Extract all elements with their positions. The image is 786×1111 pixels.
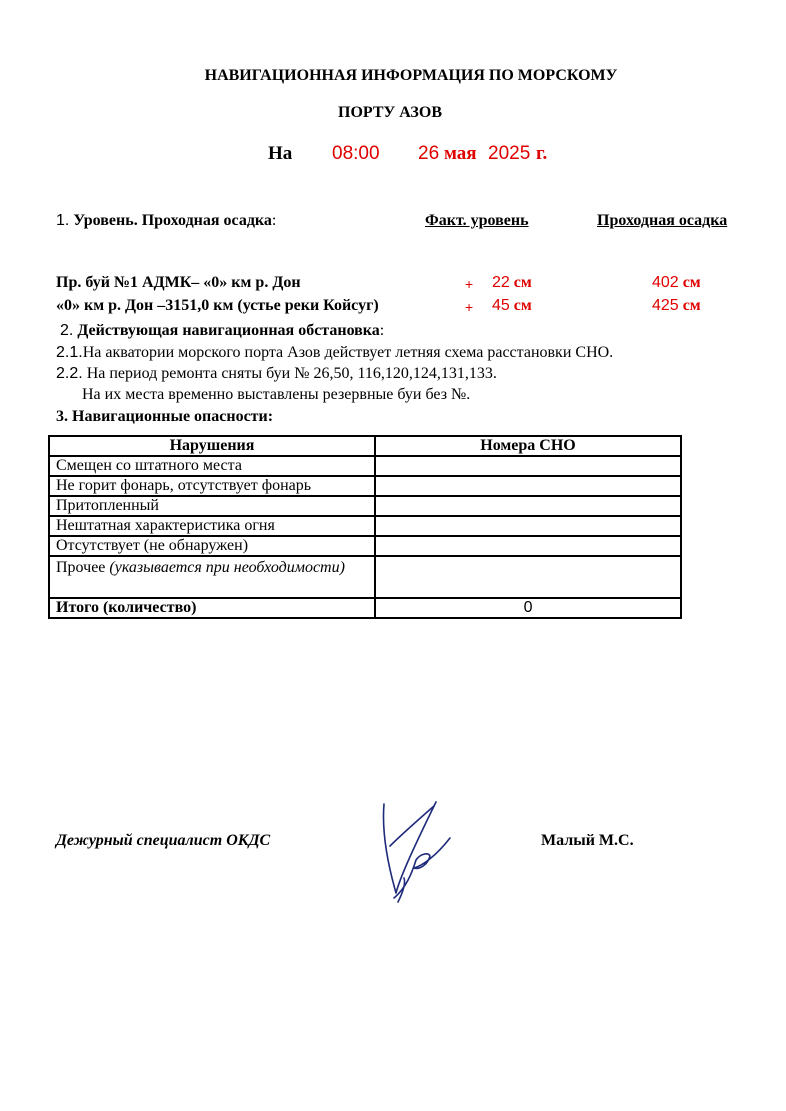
- section1-title: Уровень. Проходная осадка: [73, 212, 272, 229]
- section2-title: Действующая навигационная обстановка: [77, 322, 380, 339]
- item-number: 2.2.: [56, 365, 83, 382]
- total-label: Итого (количество): [49, 598, 375, 618]
- row-value: [375, 536, 681, 556]
- row-value: [375, 476, 681, 496]
- level-row-draft: [652, 274, 701, 292]
- section2-colon: :: [379, 322, 385, 339]
- level-unit: см: [513, 274, 532, 291]
- row-value: [375, 496, 681, 516]
- report-month: мая: [444, 143, 477, 164]
- draft-unit: см: [682, 274, 701, 291]
- table-row: [49, 496, 681, 516]
- section1-colon: :: [271, 212, 277, 229]
- row-label: Смещен со штатного места: [49, 456, 375, 476]
- row-label: [49, 556, 375, 598]
- signatory-position: Дежурный специалист ОКДС: [56, 832, 271, 849]
- table-row: [49, 456, 681, 476]
- report-year-suffix: г.: [536, 143, 548, 164]
- date-prefix: На: [268, 143, 293, 164]
- table-row-other: [49, 556, 681, 598]
- draft-value: 402: [652, 274, 679, 291]
- signatory-name: Малый М.С.: [541, 832, 634, 849]
- row-label: Не горит фонарь, отсутствует фонарь: [49, 476, 375, 496]
- level-row-sign: +: [465, 276, 474, 292]
- table-header-row: [49, 436, 681, 456]
- section1-heading: [56, 212, 276, 230]
- draft-value: 425: [652, 297, 679, 314]
- document-title-line2: ПОРТУ АЗОВ: [338, 104, 442, 121]
- report-day: 26: [418, 143, 440, 164]
- row-label: Притопленный: [49, 496, 375, 516]
- level-row-sign: +: [465, 299, 474, 315]
- row-label: Отсутствует (не обнаружен): [49, 536, 375, 556]
- section2-item2: [56, 365, 497, 383]
- table-row-total: [49, 598, 681, 618]
- report-year: 2025: [488, 143, 531, 164]
- signature-image: [376, 798, 456, 908]
- row-label: Нештатная характеристика огня: [49, 516, 375, 536]
- section2-item2-continuation: На их места временно выставлены резервные буи без №.: [82, 386, 471, 403]
- row-value: [375, 556, 681, 598]
- level-value: 45: [492, 297, 510, 314]
- section3-heading: 3. Навигационные опасности:: [56, 408, 274, 425]
- column-draft: Проходная осадка: [597, 212, 728, 229]
- section1-number: 1.: [56, 212, 70, 229]
- hazards-table: [48, 435, 682, 619]
- document-title-line1: НАВИГАЦИОННАЯ ИНФОРМАЦИЯ ПО МОРСКОМУ: [204, 67, 618, 84]
- report-time: 08:00: [332, 143, 380, 164]
- section2-heading: [60, 322, 384, 340]
- level-row-place: «0» км р. Дон –3151,0 км (устье реки Койсуг): [56, 297, 379, 314]
- section2-number: 2.: [60, 322, 74, 339]
- item-text: На период ремонта сняты буи № 26,50, 116,120,124,131,133.: [82, 365, 497, 382]
- section2-item1: [56, 344, 613, 362]
- level-row-level: [492, 297, 532, 315]
- header-violations: Нарушения: [49, 436, 375, 456]
- table-row: [49, 476, 681, 496]
- total-value: 0: [375, 598, 681, 618]
- header-buoy-numbers: Номера СНО: [375, 436, 681, 456]
- level-value: 22: [492, 274, 510, 291]
- draft-unit: см: [682, 297, 701, 314]
- item-number: 2.1.: [56, 344, 83, 361]
- other-label: Прочее: [56, 559, 110, 576]
- row-value: [375, 516, 681, 536]
- level-unit: см: [513, 297, 532, 314]
- level-row-draft: [652, 297, 701, 315]
- item-text: На акватории морского порта Азов действует летняя схема расстановки СНО.: [82, 344, 614, 361]
- level-row-place: Пр. буй №1 АДМК– «0» км р. Дон: [56, 274, 301, 291]
- level-row-level: [492, 274, 532, 292]
- column-fact-level: Факт. уровень: [425, 212, 529, 229]
- table-row: [49, 516, 681, 536]
- table-row: [49, 536, 681, 556]
- row-value: [375, 456, 681, 476]
- other-note: (указывается при необходимости): [109, 559, 345, 576]
